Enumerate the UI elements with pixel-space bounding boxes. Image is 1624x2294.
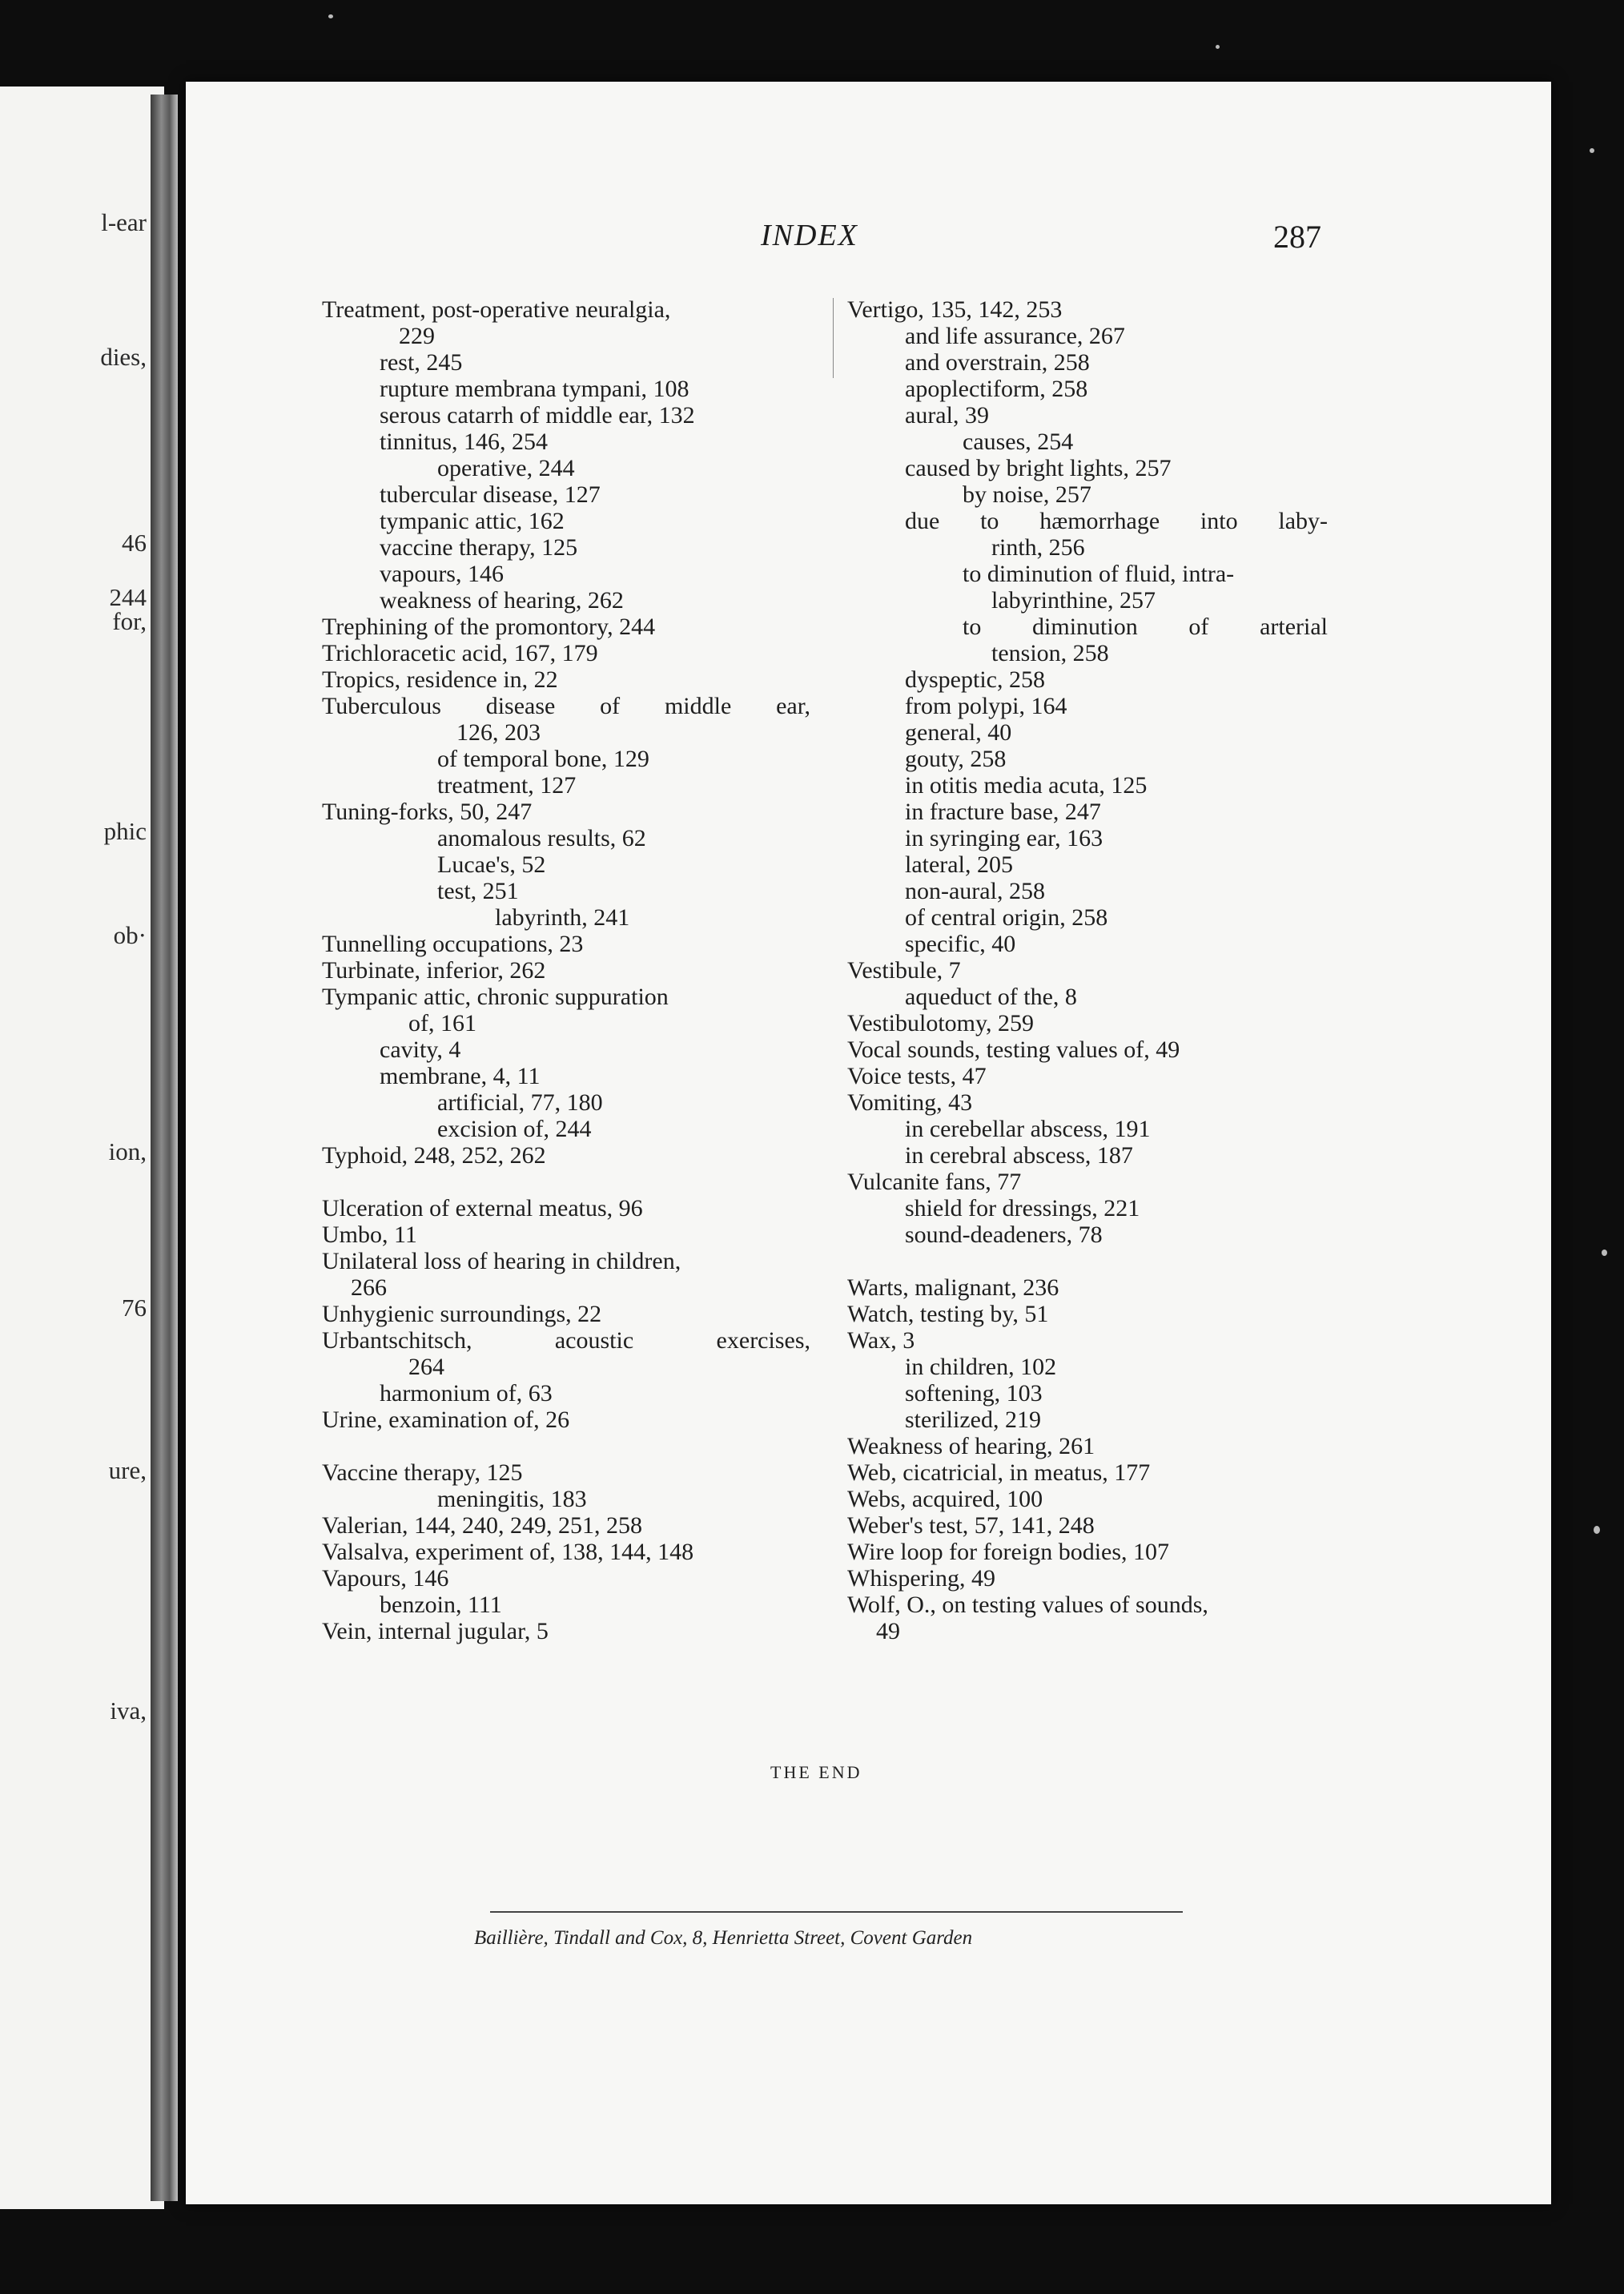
index-entry: 264 bbox=[408, 1354, 444, 1380]
index-entry: excision of, 244 bbox=[437, 1116, 592, 1142]
index-entry: Urbantschitsch, acoustic exercises, bbox=[322, 1327, 810, 1354]
scan-speck bbox=[1590, 148, 1594, 153]
index-entry: Vaccine therapy, 125 bbox=[322, 1459, 523, 1486]
index-entry: in cerebral abscess, 187 bbox=[905, 1142, 1133, 1169]
index-entry: tympanic attic, 162 bbox=[380, 508, 565, 534]
index-entry: Wire loop for foreign bodies, 107 bbox=[847, 1539, 1170, 1565]
index-entry: in syringing ear, 163 bbox=[905, 825, 1103, 851]
index-entry: vapours, 146 bbox=[380, 561, 504, 587]
facing-page-fragment: iva, bbox=[110, 1696, 147, 1725]
index-column-right bbox=[847, 296, 1328, 1644]
index-entry: vaccine therapy, 125 bbox=[380, 534, 578, 561]
facing-page-fragment: 76 bbox=[122, 1294, 147, 1322]
index-entry: shield for dressings, 221 bbox=[905, 1195, 1140, 1221]
index-spacer bbox=[847, 1248, 1328, 1274]
index-entry: and life assurance, 267 bbox=[905, 323, 1125, 349]
scan-speck bbox=[328, 14, 333, 18]
index-entry: to diminution of fluid, intra- bbox=[963, 561, 1235, 587]
index-entry: Valsalva, experiment of, 138, 144, 148 bbox=[322, 1539, 694, 1565]
index-spacer bbox=[322, 1433, 810, 1459]
index-entry: of, 161 bbox=[408, 1010, 476, 1036]
index-entry: in cerebellar abscess, 191 bbox=[905, 1116, 1151, 1142]
facing-page-fragment: ion, bbox=[108, 1137, 147, 1165]
index-entry: Vocal sounds, testing values of, 49 bbox=[847, 1036, 1180, 1063]
index-entry: Tropics, residence in, 22 bbox=[322, 666, 558, 693]
index-entry: Umbo, 11 bbox=[322, 1221, 417, 1248]
index-entry: specific, 40 bbox=[905, 931, 1016, 957]
index-entry: membrane, 4, 11 bbox=[380, 1063, 541, 1089]
index-entry: softening, 103 bbox=[905, 1380, 1043, 1407]
index-entry: Lucae's, 52 bbox=[437, 851, 546, 878]
index-entry: to diminution of arterial bbox=[963, 614, 1328, 640]
the-end: THE END bbox=[770, 1762, 862, 1782]
imprint-rule bbox=[490, 1911, 1183, 1913]
index-entry: sound-deadeners, 78 bbox=[905, 1221, 1103, 1248]
index-entry: Turbinate, inferior, 262 bbox=[322, 957, 546, 984]
index-entry: Watch, testing by, 51 bbox=[847, 1301, 1049, 1327]
index-entry: Weakness of hearing, 261 bbox=[847, 1433, 1095, 1459]
index-entry: meningitis, 183 bbox=[437, 1486, 587, 1512]
index-entry: Unilateral loss of hearing in children, bbox=[322, 1248, 681, 1274]
index-entry: Vertigo, 135, 142, 253 bbox=[847, 296, 1063, 323]
index-entry: Voice tests, 47 bbox=[847, 1063, 987, 1089]
index-entry: Warts, malignant, 236 bbox=[847, 1274, 1059, 1301]
index-entry: Vestibulotomy, 259 bbox=[847, 1010, 1035, 1036]
index-entry: Whispering, 49 bbox=[847, 1565, 995, 1592]
index-entry: in otitis media acuta, 125 bbox=[905, 772, 1148, 799]
facing-page-fragment: 244 bbox=[109, 583, 147, 611]
index-entry: 229 bbox=[399, 323, 435, 349]
index-entry: benzoin, 111 bbox=[380, 1592, 502, 1618]
facing-page-fragment: for, bbox=[112, 607, 147, 635]
index-entry: labyrinth, 241 bbox=[495, 904, 630, 931]
index-entry: Tuning-forks, 50, 247 bbox=[322, 799, 533, 825]
index-entry: test, 251 bbox=[437, 878, 519, 904]
index-entry: and overstrain, 258 bbox=[905, 349, 1090, 376]
index-entry: aqueduct of the, 8 bbox=[905, 984, 1077, 1010]
index-entry: Unhygienic surroundings, 22 bbox=[322, 1301, 602, 1327]
facing-page-fragment: l-ear bbox=[101, 208, 147, 236]
index-entry: Tuberculous disease of middle ear, bbox=[322, 693, 810, 719]
index-entry: 49 bbox=[876, 1618, 900, 1644]
index-entry: Weber's test, 57, 141, 248 bbox=[847, 1512, 1095, 1539]
index-entry: artificial, 77, 180 bbox=[437, 1089, 603, 1116]
index-entry: Vulcanite fans, 77 bbox=[847, 1169, 1022, 1195]
facing-page-fragment: 46 bbox=[122, 529, 147, 557]
index-entry: Urine, examination of, 26 bbox=[322, 1407, 570, 1433]
index-entry: Vestibule, 7 bbox=[847, 957, 961, 984]
facing-page bbox=[0, 87, 164, 2209]
index-entry: in fracture base, 247 bbox=[905, 799, 1101, 825]
index-entry: anomalous results, 62 bbox=[437, 825, 646, 851]
index-entry: causes, 254 bbox=[963, 429, 1074, 455]
index-entry: Web, cicatricial, in meatus, 177 bbox=[847, 1459, 1151, 1486]
index-entry: dyspeptic, 258 bbox=[905, 666, 1045, 693]
index-entry: rinth, 256 bbox=[991, 534, 1085, 561]
publisher-imprint: Baillière, Tindall and Cox, 8, Henrietta Street, Covent Garden bbox=[474, 1927, 973, 1949]
index-entry: tinnitus, 146, 254 bbox=[380, 429, 549, 455]
facing-page-fragment: ob· bbox=[113, 921, 147, 949]
index-entry: weakness of hearing, 262 bbox=[380, 587, 624, 614]
scan-speck bbox=[1602, 1250, 1607, 1256]
index-entry: caused by bright lights, 257 bbox=[905, 455, 1172, 481]
index-entry: labyrinthine, 257 bbox=[991, 587, 1156, 614]
index-entry: Treatment, post-operative neuralgia, bbox=[322, 296, 671, 323]
facing-page-fragment: phic bbox=[103, 817, 147, 845]
index-entry: Ulceration of external meatus, 96 bbox=[322, 1195, 643, 1221]
index-column-left bbox=[322, 296, 810, 1644]
column-divider bbox=[833, 298, 834, 378]
index-entry: Tympanic attic, chronic suppuration bbox=[322, 984, 669, 1010]
index-entry: treatment, 127 bbox=[437, 772, 577, 799]
index-entry: rest, 245 bbox=[380, 349, 463, 376]
index-entry: due to hæmorrhage into laby- bbox=[905, 508, 1328, 534]
page-number: 287 bbox=[1273, 219, 1321, 255]
index-entry: Trephining of the promontory, 244 bbox=[322, 614, 656, 640]
index-entry: Wax, 3 bbox=[847, 1327, 915, 1354]
index-entry: Vomiting, 43 bbox=[847, 1089, 973, 1116]
facing-page-fragment: ure, bbox=[108, 1456, 147, 1484]
index-entry: serous catarrh of middle ear, 132 bbox=[380, 402, 695, 429]
index-entry: non-aural, 258 bbox=[905, 878, 1045, 904]
index-entry: Typhoid, 248, 252, 262 bbox=[322, 1142, 546, 1169]
book-gutter bbox=[151, 95, 178, 2201]
index-entry: by noise, 257 bbox=[963, 481, 1091, 508]
facing-page-fragment: dies, bbox=[100, 343, 147, 371]
index-spacer bbox=[322, 1169, 810, 1195]
index-entry: tubercular disease, 127 bbox=[380, 481, 601, 508]
index-entry: Wolf, O., on testing values of sounds, bbox=[847, 1592, 1208, 1618]
index-entry: harmonium of, 63 bbox=[380, 1380, 553, 1407]
index-entry: operative, 244 bbox=[437, 455, 575, 481]
index-entry: in children, 102 bbox=[905, 1354, 1057, 1380]
index-entry: from polypi, 164 bbox=[905, 693, 1067, 719]
index-entry: sterilized, 219 bbox=[905, 1407, 1041, 1433]
running-title: INDEX bbox=[761, 219, 858, 252]
index-entry: rupture membrana tympani, 108 bbox=[380, 376, 689, 402]
index-entry: Valerian, 144, 240, 249, 251, 258 bbox=[322, 1512, 642, 1539]
index-entry: Vapours, 146 bbox=[322, 1565, 449, 1592]
index-entry: lateral, 205 bbox=[905, 851, 1013, 878]
scan-speck bbox=[1216, 45, 1220, 49]
index-entry: aural, 39 bbox=[905, 402, 989, 429]
index-entry: of central origin, 258 bbox=[905, 904, 1108, 931]
scan-speck bbox=[1594, 1526, 1600, 1534]
index-entry: cavity, 4 bbox=[380, 1036, 461, 1063]
index-entry: Webs, acquired, 100 bbox=[847, 1486, 1043, 1512]
index-entry: Vein, internal jugular, 5 bbox=[322, 1618, 549, 1644]
index-entry: 126, 203 bbox=[456, 719, 541, 746]
index-entry: of temporal bone, 129 bbox=[437, 746, 649, 772]
index-entry: gouty, 258 bbox=[905, 746, 1007, 772]
index-entry: general, 40 bbox=[905, 719, 1012, 746]
index-entry: Tunnelling occupations, 23 bbox=[322, 931, 584, 957]
index-entry: tension, 258 bbox=[991, 640, 1109, 666]
index-entry: Trichloracetic acid, 167, 179 bbox=[322, 640, 598, 666]
index-entry: 266 bbox=[351, 1274, 387, 1301]
index-entry: apoplectiform, 258 bbox=[905, 376, 1088, 402]
